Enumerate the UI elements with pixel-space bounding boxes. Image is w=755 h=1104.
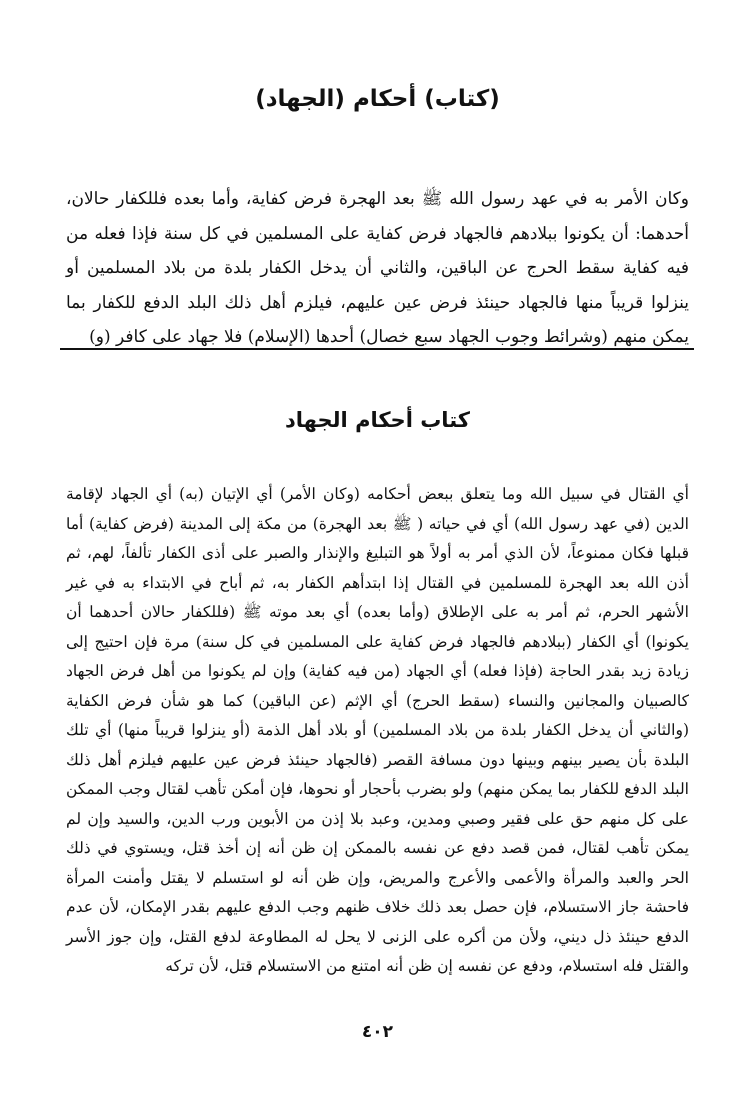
page-number: ٤٠٢ bbox=[361, 1022, 394, 1042]
chapter-title: (كتاب) أحكام (الجهاد) bbox=[255, 86, 500, 112]
matn-text: وكان الأمر به في عهد رسول الله ﷺ بعد الهجرة فرض كفاية، وأما بعده فللكفار حالان، أحدهما: أن يكونوا ببلادهم فالجهاد فرض كفاية على المسلمين في كل سنة فإذا فعله من فيه كفاية سقط الحرج عن الباقين، والثاني أن يدخل الكفار بلدة من بلاد المسلمين أو ينزلوا قريباً منها فالجهاد حينئذ فرض عين عليهم، فيلزم أهل ذلك البلد الدفع للكفار بما يمكن منهم (وشرائط وجوب الجهاد سبع خصال) أحدها (الإسلام) فلا جهاد على كافر (و) bbox=[66, 189, 689, 347]
commentary-text: أي القتال في سبيل الله وما يتعلق ببعض أحكامه (وكان الأمر) أي الإتيان (به) أي الجهاد لإقامة الدين (في عهد رسول الله) أي في حياته ( ﷺ بعد الهجرة) من مكة إلى المدينة (فرض كفاية) أما قبلها فكان ممنوعاً، لأن الذي أمر به أولاً هو التبليغ والإنذار والصبر على أذى الكفار تألفاً، لهم، ثم أذن الله بعد الهجرة للمسلمين في القتال إذا ابتدأهم الكفار به، ثم أباح في الابتداء به في غير الأشهر الحرم، ثم أمر به على الإطلاق (وأما بعده) أي بعد موته ﷺ (فللكفار حالان أحدهما أن يكونوا) أي الكفار (ببلادهم فالجهاد فرض كفاية على المسلمين في كل سنة) مرة فإن احتيج إلى زيادة زيد بقدر الحاجة (فإذا فعله) أي الجهاد (من فيه كفاية) وإن لم يكونوا من أهل فرض الجهاد كالصبيان والمجانين والنساء (سقط الحرج) أي الإثم (عن الباقين) كما هو شأن فرض الكفاية (والثاني أن يدخل الكفار بلدة من بلاد المسلمين) أو بلاد أهل الذمة (أو ينزلوا قريباً منها) أي تلك البلدة بأن يصير بينهم وبينها دون مسافة القصر (فالجهاد حينئذ فرض عين عليهم فيلزم أهل ذلك البلد الدفع للكفار بما يمكن منهم) ولو بضرب بأحجار أو نحوها، فإن أمكن تأهب لقتال وجب الممكن على كل منهم حق على فقير وصبي ومدين، وعبد بلا إذن من الأبوين ورب الدين، والسيد وإن لم يمكن تأهب لقتال، فمن قصد دفع عن نفسه بالممكن إن ظن أنه إن أخذ قتل، ويستوي في ذلك الحر والعبد والمرأة والأعمى والأعرج والمريض، وإن ظن أنه لو استسلم لا يقتل وأمنت المرأة فاحشة جاز الاستسلام، فإن حصل بعد ذلك خلاف ظنهم وجب الدفع عليهم بقدر الإمكان، لأن عدم الدفع حينئذ ذل ديني، ولأن من أكره على الزنى لا يحل له المطاوعة لدفع القتل، وإن جوز الأسر والقتل فله استسلام، ودفع عن نفسه إن ظن أنه امتنع من الاستسلام قتل، لأن تركه bbox=[66, 485, 689, 975]
section-divider bbox=[60, 348, 694, 350]
commentary-title: كتاب أحكام الجهاد bbox=[285, 408, 470, 432]
